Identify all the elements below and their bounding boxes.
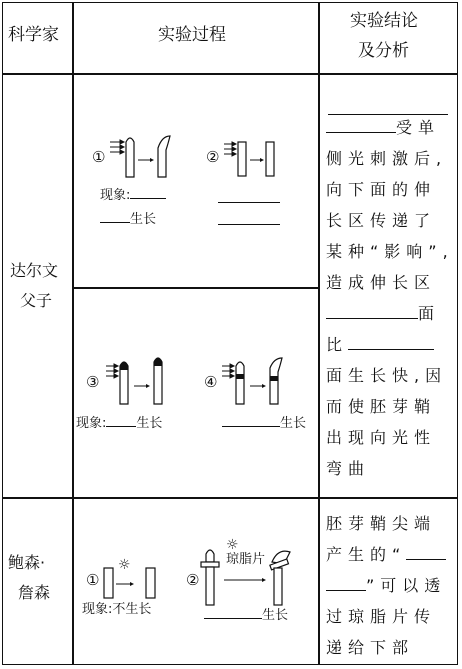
exp1-growth bbox=[100, 204, 156, 231]
row2-conclusion-l5: 递给下部 bbox=[326, 638, 415, 657]
row2-conclusion-l3: ”可以透 bbox=[366, 576, 447, 595]
row2-conclusion-blank-b[interactable] bbox=[326, 572, 366, 591]
row2-exp2-blank[interactable] bbox=[204, 600, 262, 619]
row2-conclusion-l4: 过琼脂片传 bbox=[326, 607, 437, 626]
header-conclusion-line1: 实验结论 bbox=[350, 11, 418, 31]
exp2-label: ② bbox=[206, 148, 220, 166]
row2-exp2-label: ② bbox=[186, 571, 200, 589]
conclusion-l12: 出现向光性 bbox=[326, 428, 437, 447]
exp1-phenomenon-label: 现象: bbox=[100, 188, 131, 203]
exp1-phenomenon-blank-a[interactable] bbox=[130, 180, 166, 199]
header-divider bbox=[2, 73, 458, 75]
row2-exp1-diagram bbox=[102, 554, 162, 604]
exp4-growth-label: 生长 bbox=[280, 416, 307, 431]
sub-row-divider bbox=[72, 287, 318, 289]
header-conclusion-line2: 及分析 bbox=[358, 41, 409, 61]
conclusion-blank-2[interactable] bbox=[326, 114, 396, 133]
row-divider bbox=[2, 497, 458, 499]
row2-exp2-phenomenon bbox=[204, 600, 288, 627]
exp3-diagram bbox=[104, 352, 174, 412]
row2-conclusion bbox=[326, 508, 458, 663]
row2-growth-label: 生长 bbox=[262, 608, 289, 623]
header-scientist: 科学家 bbox=[8, 25, 59, 45]
conclusion-l13: 弯曲 bbox=[326, 459, 371, 478]
row2-scientist-line1: 鲍森· bbox=[8, 553, 46, 572]
exp3-growth-label: 生长 bbox=[136, 416, 163, 431]
conclusion-l10: 面生长快,因 bbox=[326, 366, 448, 385]
row2-exp1-phenomenon: 现象:不生长 bbox=[82, 602, 152, 617]
row2-sun-1: ☼ bbox=[118, 557, 131, 573]
header-process: 实验过程 bbox=[158, 25, 226, 45]
exp1-phenomenon-blank-b[interactable] bbox=[100, 204, 130, 223]
exp2-blank-b[interactable] bbox=[218, 206, 280, 225]
exp3-label: ③ bbox=[86, 373, 100, 391]
exp1-phenomenon bbox=[100, 180, 166, 207]
conclusion-blank-4[interactable] bbox=[348, 331, 434, 350]
conclusion-l9: 比 bbox=[326, 335, 349, 354]
row2-exp1-label: ① bbox=[86, 571, 100, 589]
row2-sun-2: ☼ bbox=[226, 537, 239, 553]
exp1-growth-label: 生长 bbox=[130, 212, 157, 227]
conclusion-blank-3[interactable] bbox=[326, 300, 418, 319]
conclusion-l11: 而使胚芽鞘 bbox=[326, 397, 437, 416]
exp3-phenomenon bbox=[76, 408, 162, 435]
exp2-diagram bbox=[222, 132, 282, 192]
conclusion-l7: 造成伸长区 bbox=[326, 273, 437, 292]
row1-conclusion bbox=[326, 112, 458, 484]
conclusion-l3: 侧光刺激后, bbox=[326, 149, 448, 168]
row1-scientist-line1: 达尔文 bbox=[10, 261, 59, 280]
exp4-phenomenon bbox=[222, 408, 306, 435]
row2-scientist-line2: 詹森 bbox=[18, 583, 51, 602]
exp2-blank-a[interactable] bbox=[218, 184, 280, 203]
col-divider-1 bbox=[72, 2, 74, 665]
row2-conclusion-l2: 产生的“ bbox=[326, 545, 407, 564]
row2-conclusion-l1: 胚芽鞘尖端 bbox=[326, 514, 437, 533]
conclusion-l2: 受单 bbox=[396, 118, 441, 137]
conclusion-l4: 向下面的伸 bbox=[326, 180, 437, 199]
exp4-blank[interactable] bbox=[222, 408, 280, 427]
conclusion-l8: 面 bbox=[418, 304, 441, 323]
exp4-diagram bbox=[220, 352, 290, 412]
row2-agar-label: 琼脂片 bbox=[226, 552, 266, 567]
row2-conclusion-blank-a[interactable] bbox=[406, 541, 446, 560]
exp1-label: ① bbox=[92, 148, 106, 166]
col-divider-2 bbox=[318, 2, 320, 665]
exp4-label: ④ bbox=[204, 373, 218, 391]
row1-scientist-line2: 父子 bbox=[20, 291, 53, 310]
exp3-blank[interactable] bbox=[106, 408, 136, 427]
conclusion-l5: 长区传递了 bbox=[326, 211, 437, 230]
conclusion-l6: 某种“影响”, bbox=[326, 242, 454, 261]
exp3-phenomenon-label: 现象: bbox=[76, 416, 107, 431]
